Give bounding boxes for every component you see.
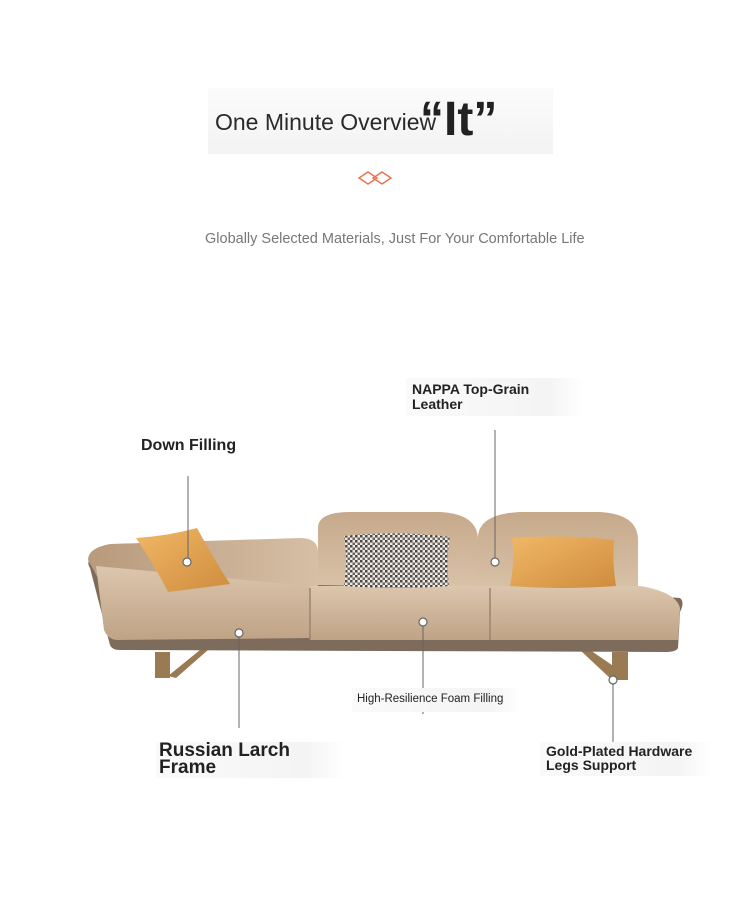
callout-down-filling: Down Filling	[141, 437, 237, 454]
callout-nappa-line1: NAPPA Top-Grain	[412, 381, 530, 397]
callout-foam-filling	[352, 688, 522, 712]
sofa-legs	[155, 650, 628, 680]
callout-nappa-leather	[406, 378, 584, 416]
callout-larch-line2: Frame	[159, 757, 217, 778]
page-subtitle: Globally Selected Materials, Just For Your Comfortable Life	[205, 231, 585, 247]
callout-larch-frame	[156, 742, 344, 778]
callout-gold-line1: Gold-Plated Hardware	[546, 743, 693, 759]
callout-larch-line1: Russian Larch	[159, 740, 290, 761]
callout-gold-line2: Legs Support	[546, 756, 637, 773]
callout-nappa-line2: Leather	[412, 396, 463, 412]
callout-foam-label: High-Resilience Foam Filling	[357, 693, 504, 705]
callout-gold-legs	[540, 742, 712, 776]
page-title: One Minute Overview	[215, 109, 437, 135]
page-title-accent: “It”	[420, 93, 498, 146]
